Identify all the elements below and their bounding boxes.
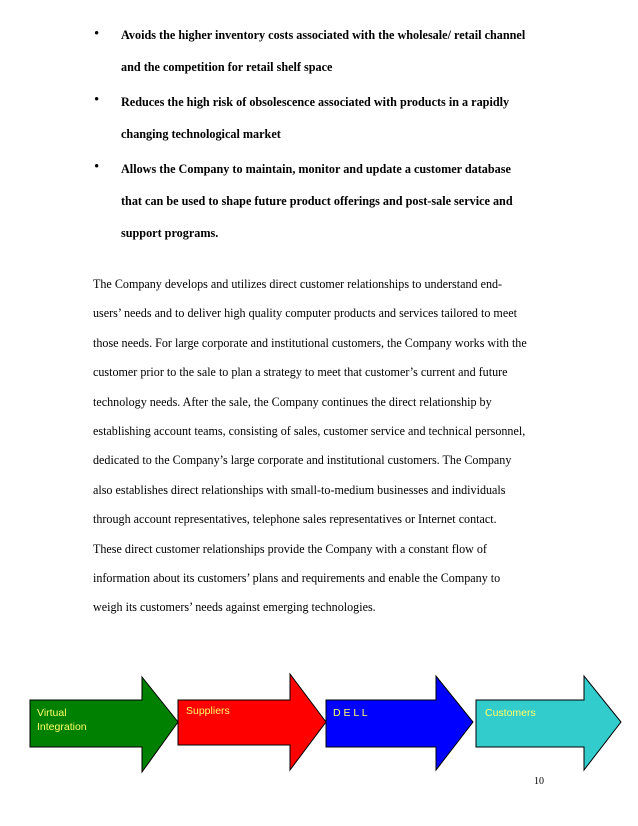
bullet-line: changing technological market (121, 127, 281, 141)
paragraph-line: those needs. For large corporate and institutional customers, the Company works with the (93, 335, 527, 350)
arrow-customers (476, 676, 621, 770)
paragraph-line: weigh its customers’ needs against emerging technologies. (93, 600, 376, 615)
paragraph-line: technology needs. After the sale, the Company continues the direct relationship by (93, 394, 492, 409)
bullet-line: Allows the Company to maintain, monitor and update a customer database (121, 162, 511, 176)
paragraph-line: dedicated to the Company’s large corporate and institutional customers. The Company (93, 453, 512, 468)
bullet-text (121, 155, 551, 248)
arrow-suppliers (178, 674, 326, 770)
arrow-shape (476, 676, 621, 770)
paragraph-line: customer prior to the sale to plan a strategy to meet that customer’s current and future (93, 365, 508, 380)
bullet-text (121, 21, 551, 82)
paragraph-line: These direct customer relationships provide the Company with a constant flow of (93, 541, 487, 556)
bullet-line: and the competition for retail shelf space (121, 60, 333, 74)
arrow-dell (326, 676, 473, 770)
arrow-shape (178, 674, 326, 770)
arrow-shape (326, 676, 473, 770)
bullet-line: support programs. (121, 226, 219, 240)
body-paragraph (93, 270, 563, 623)
paragraph-line: establishing account teams, consisting of sales, customer service and technical personnel, (93, 424, 526, 439)
arrow-label: D E L L (333, 707, 368, 719)
paragraph-line: users’ needs and to deliver high quality computer products and services tailored to meet (93, 306, 517, 321)
arrow-label: Customers (485, 707, 536, 719)
bullet-icon: • (94, 159, 100, 175)
page-number: 10 (534, 776, 544, 787)
arrow-label: Virtual (37, 707, 67, 719)
bullet-line: Avoids the higher inventory costs associated with the wholesale/ retail channel (121, 28, 526, 42)
value-chain-diagram (0, 670, 638, 780)
paragraph-line: also establishes direct relationships with small-to-medium businesses and individuals (93, 482, 506, 497)
bullet-icon: • (94, 92, 100, 108)
arrow-label: Suppliers (186, 705, 230, 717)
arrow-virtual-integration (30, 677, 178, 772)
bullet-text (121, 88, 551, 149)
bullet-line: Reduces the high risk of obsolescence associated with products in a rapidly (121, 95, 510, 109)
arrow-label: Integration (37, 721, 87, 733)
paragraph-line: information about its customers’ plans and requirements and enable the Company to (93, 571, 501, 586)
bullet-line: that can be used to shape future product offerings and post-sale service and (121, 194, 513, 208)
paragraph-line: through account representatives, telephone sales representatives or Internet contact. (93, 512, 497, 527)
bullet-icon: • (94, 26, 100, 42)
paragraph-line: The Company develops and utilizes direct customer relationships to understand end- (93, 277, 503, 291)
